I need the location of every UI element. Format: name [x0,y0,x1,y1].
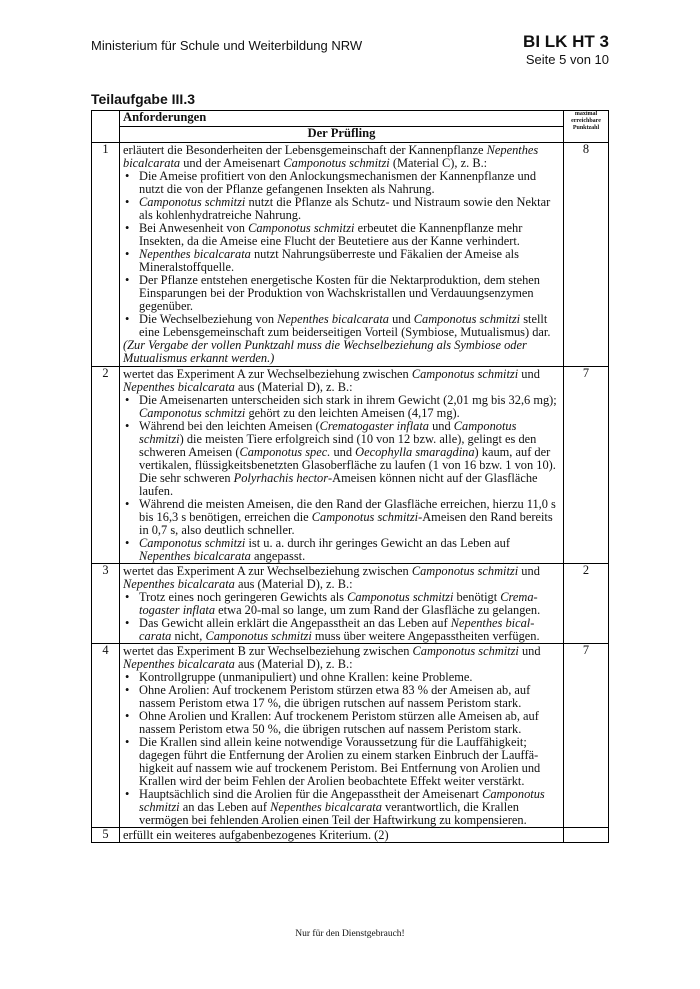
list-item: • Die Ameisenarten unterscheiden sich stark in ihrem Gewicht (2,01 mg bis 32,6 mg); Camponotus schmitzi gehört zu den leichten Ameisen (4,17 mg). [123,394,560,420]
list-item: • Camponotus schmitzi nutzt die Pflanze als Schutz- und Nistraum sowie den Nektar als kohlenhydratreiche Nahrung. [123,196,560,222]
row-number: 1 [92,143,120,367]
row-number: 5 [92,828,120,843]
exam-code: BI LK HT 3 [523,32,609,51]
table-header-row [92,111,609,127]
row-requirement [120,644,564,828]
row-number: 3 [92,564,120,644]
table-row [92,367,609,564]
list-item: • Die Ameise profitiert von den Anlockungsmechanismen der Kannenpflanze und nutzt die von der Pflanze gefangenen Insekten als Nahrung. [123,170,560,196]
section-title: Teilaufgabe III.3 [91,91,195,107]
row-points: 2 [564,564,609,644]
requirement-bullets [123,394,560,563]
list-item: • Das Gewicht allein erklärt die Angepasstheit an das Leben auf Nepenthes bical-carata nicht, Camponotus schmitzi muss über weitere Angepasstheiten verfügen. [123,617,560,643]
row-number: 4 [92,644,120,828]
requirement-intro: wertet das Experiment A zur Wechselbeziehung zwischen Camponotus schmitzi und Nepenthes bicalcarata aus (Material D), z. B.: [123,564,540,591]
row-requirement [120,828,564,843]
list-item: • Trotz eines noch geringeren Gewichts als Camponotus schmitzi benötigt Crema-togaster inflata etwa 20-mal so lange, um zum Rand der Glasfläche zu gelangen. [123,591,560,617]
list-item: • Bei Anwesenheit von Camponotus schmitzi erbeutet die Kannenpflanze mehr Insekten, da die Ameise eine Flucht der Beutetiere aus der Kanne verhindert. [123,222,560,248]
table-row [92,564,609,644]
requirements-table [91,110,609,843]
requirement-intro: wertet das Experiment B zur Wechselbeziehung zwischen Camponotus schmitzi und Nepenthes bicalcarata aus (Material D), z. B.: [123,644,541,671]
list-item: • Camponotus schmitzi ist u. a. durch ihr geringes Gewicht an das Leben auf Nepenthes bicalcarata angepasst. [123,537,560,563]
list-item: • Nepenthes bicalcarata nutzt Nahrungsüberreste und Fäkalien der Ameise als Mineralstoffquelle. [123,248,560,274]
table-row [92,828,609,843]
header-empty-cell [92,111,120,143]
table-subheader-row [92,127,609,143]
row-points [564,828,609,843]
table-row [92,143,609,367]
list-item: • Die Krallen sind allein keine notwendige Voraussetzung für die Lauffähigkeit; dagegen führt die Entfernung der Arolien zu einem starken Einbruch der Lauffä-higkeit auf nassem wie auf trockenem Peristom. Bei Entfernung von Arolien und Krallen wird der beim Fehlen der Arolien beobachtete Effekt weiter verstärkt. [123,736,560,788]
row-requirement [120,367,564,564]
requirement-bullets [123,671,560,827]
list-item: • Der Pflanze entstehen energetische Kosten für die Nektarproduktion, dem stehen Einsparungen bei der Produktion von Wachskristallen und Verdauungsenzymen gegenüber. [123,274,560,313]
row-points: 7 [564,367,609,564]
footer-note: Nur für den Dienstgebrauch! [295,929,405,939]
row-points: 8 [564,143,609,367]
list-item: • Hauptsächlich sind die Arolien für die Angepasstheit der Ameisenart Camponotus schmitzi an das Leben auf Nepenthes bicalcarata verantwortlich, die Krallen vermögen bei fehlenden Arolien einen Teil der Haftwirkung zu kompensieren. [123,788,560,827]
row-points: 7 [564,644,609,828]
page-number: Seite 5 von 10 [525,52,609,67]
header-right [523,32,609,67]
list-item: • Ohne Arolien: Auf trockenem Peristom stürzen etwa 83 % der Ameisen ab, auf nassem Peristom etwa 17 %, die übrigen rutschen auf nassem Peristom stark. [123,684,560,710]
list-item: • Ohne Arolien und Krallen: Auf trockenem Peristom stürzen alle Ameisen ab, auf nassem Peristom etwa 50 %, die übrigen rutschen auf nassem Peristom stark. [123,710,560,736]
row-requirement [120,143,564,367]
col-examinee: Der Prüfling [120,127,564,143]
list-item: • Während bei den leichten Ameisen (Crematogaster inflata und Camponotus schmitzi) die meisten Tiere erfolgreich sind (10 von 12 bzw. alle), gelingt es den schweren Ameisen (Camponotus spec. und Oecophylla smaragdina) kaum, auf der vertikalen, flüssigkeitsbenetzten Glasoberfläche zu laufen (1 von 16 bzw. 1 von 10). Die sehr schweren Polyrhachis hector-Ameisen können nicht auf der Glasfläche laufen. [123,420,560,498]
list-item: • Die Wechselbeziehung von Nepenthes bicalcarata und Camponotus schmitzi stellt eine Lebensgemeinschaft zum beiderseitigen Vorteil (Symbiose, Mutualismus) dar. [123,313,560,339]
requirement-bullets [123,170,560,339]
requirement-note: (Zur Vergabe der vollen Punktzahl muss die Wechselbeziehung als Symbiose oder Mutualismus erkannt werden.) [123,338,527,365]
requirement-intro: erfüllt ein weiteres aufgabenbezogenes Kriterium. (2) [123,828,389,842]
requirement-intro: erläutert die Besonderheiten der Lebensgemeinschaft der Kannenpflanze Nepenthes bicalcarata und der Ameisenart Camponotus schmitzi (Material C), z. B.: [123,143,539,170]
table-row [92,644,609,828]
requirement-intro: wertet das Experiment A zur Wechselbeziehung zwischen Camponotus schmitzi und Nepenthes bicalcarata aus (Material D), z. B.: [123,367,540,394]
row-number: 2 [92,367,120,564]
header-ministry: Ministerium für Schule und Weiterbildung NRW [91,38,363,53]
col-points: maximal erreichbare Punktzahl [564,111,609,143]
list-item: • Während die meisten Ameisen, die den Rand der Glasfläche erreichen, hierzu 11,0 s bis 16,3 s benötigen, erreichen die Camponotus schmitzi-Ameisen den Rand bereits in 0,7 s, also deutlich schneller. [123,498,560,537]
col-requirements: Anforderungen [120,111,564,127]
requirement-bullets [123,591,560,643]
row-requirement [120,564,564,644]
list-item: • Kontrollgruppe (unmanipuliert) und ohne Krallen: keine Probleme. [123,671,560,684]
